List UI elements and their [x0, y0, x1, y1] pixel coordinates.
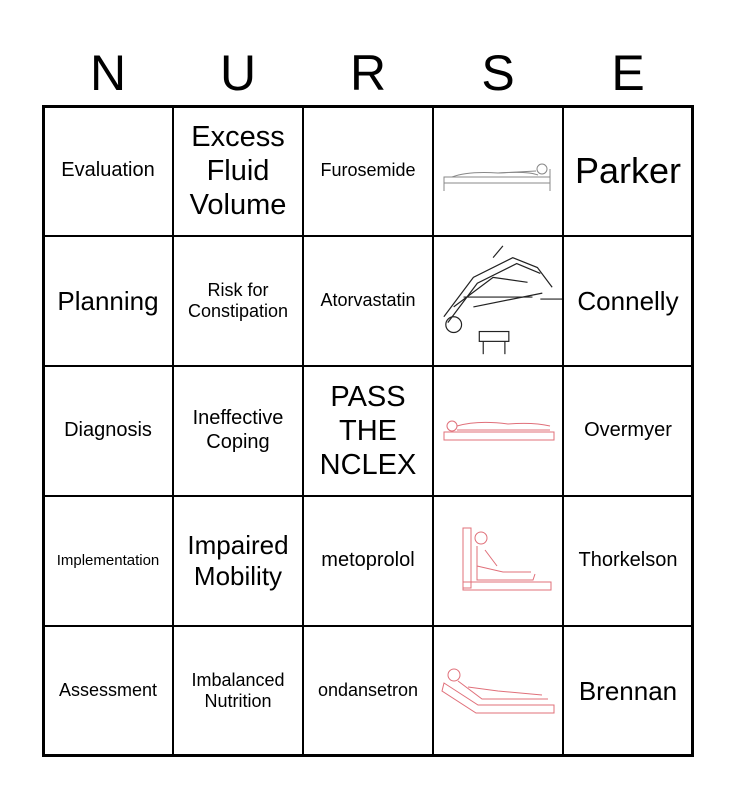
cell-text: Imbalanced Nutrition: [191, 669, 285, 711]
bingo-cell[interactable]: [43, 626, 173, 756]
bingo-cell[interactable]: [563, 106, 693, 236]
bingo-cell[interactable]: [173, 236, 303, 366]
header-letter-e: E: [611, 45, 645, 101]
bingo-cell[interactable]: [563, 496, 693, 626]
semi-fowlers-red-sketch-image: [438, 661, 558, 721]
supine-position-sketch-image: [438, 141, 558, 201]
cell-text: metoprolol: [321, 549, 415, 572]
cell-text: Diagnosis: [64, 419, 152, 442]
cell-text: Evaluation: [61, 159, 155, 182]
bingo-cell[interactable]: [433, 626, 563, 756]
bingo-cell[interactable]: [303, 496, 433, 626]
cell-text: Thorkelson: [578, 549, 678, 572]
cell-text: Atorvastatin: [320, 290, 416, 311]
cell-text: Parker: [574, 149, 682, 191]
bingo-cell[interactable]: [563, 366, 693, 496]
bingo-cell[interactable]: [43, 366, 173, 496]
cell-text: ondansetron: [317, 680, 419, 701]
cell-text: Planning: [57, 285, 159, 316]
cell-text: Ineffective Coping: [192, 407, 284, 453]
bingo-free-space[interactable]: [303, 366, 433, 496]
bingo-board: [43, 106, 693, 756]
bingo-cell[interactable]: [563, 236, 693, 366]
cell-text: Excess Fluid Volume: [189, 120, 287, 222]
cell-text: Furosemide: [320, 160, 416, 181]
bingo-cell[interactable]: [173, 496, 303, 626]
bingo-cell[interactable]: [173, 106, 303, 236]
bingo-header: [43, 40, 693, 106]
bingo-cell[interactable]: [173, 626, 303, 756]
bingo-cell[interactable]: [433, 496, 563, 626]
bingo-cell[interactable]: [433, 106, 563, 236]
bingo-cell[interactable]: [43, 236, 173, 366]
bingo-cell[interactable]: [563, 626, 693, 756]
bingo-cell[interactable]: [43, 496, 173, 626]
prone-restraints-sketch-image: [434, 237, 562, 365]
cell-text: Brennan: [578, 675, 678, 706]
header-letter-n: N: [89, 45, 127, 101]
bingo-cell[interactable]: [303, 106, 433, 236]
header-letter-r: R: [349, 45, 387, 101]
bingo-cell[interactable]: [173, 366, 303, 496]
supine-position-red-sketch-image: [438, 406, 558, 456]
cell-text: Risk for Constipation: [187, 279, 289, 321]
free-space-text: PASS THE NCLEX: [319, 380, 417, 482]
bingo-cell[interactable]: [433, 366, 563, 496]
cell-text: Connelly: [577, 285, 679, 316]
cell-text: Overmyer: [584, 419, 672, 442]
bingo-cell[interactable]: [433, 236, 563, 366]
high-fowlers-red-sketch-image: [443, 516, 553, 606]
cell-text: Assessment: [58, 680, 158, 701]
bingo-cell[interactable]: [303, 626, 433, 756]
header-letter-s: S: [481, 45, 515, 101]
bingo-cell[interactable]: [303, 236, 433, 366]
bingo-cell[interactable]: [43, 106, 173, 236]
cell-text: Impaired Mobility: [187, 530, 289, 591]
cell-text: Implementation: [56, 552, 160, 570]
header-letter-u: U: [219, 45, 257, 101]
